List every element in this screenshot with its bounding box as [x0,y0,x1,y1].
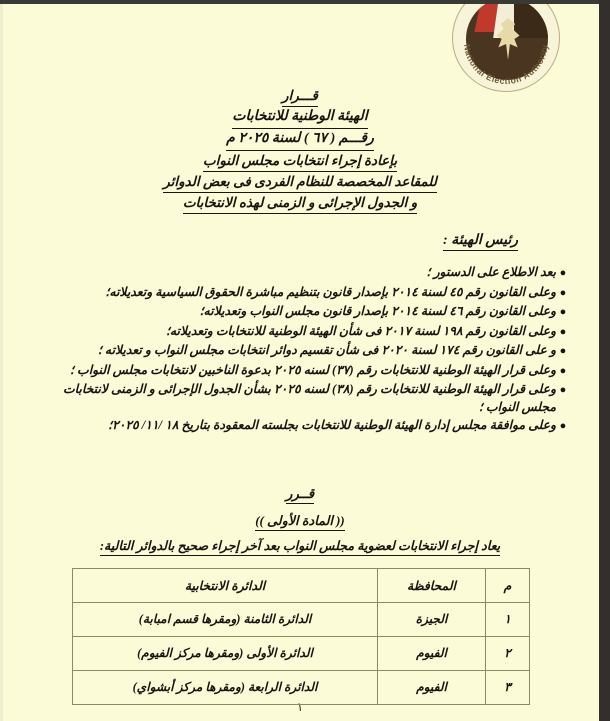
left-edge-margin [0,0,3,721]
cell-district: الدائرة الأولى (ومقرها مركز الفيوم) [73,637,378,671]
cell-index: ١ [486,603,530,637]
cell-index: ٣ [486,671,530,705]
column-header-index: م [486,569,530,603]
president-heading [443,232,518,251]
title-decision-word-text: قـــرار [282,86,318,107]
cell-governorate: الفيوم [378,671,486,705]
list-item-text: وعلى قرار الهيئة الوطنية للانتخابات رقم (٣٨) لسنه ٢٠٢٥ بشأن الجدول الإجرائى و الزمنى لانتخابات مجلس النواب ؛ [62,382,556,414]
cell-governorate: الفيوم [378,637,486,671]
seal-arc-text [452,0,560,92]
list-item-text: وعلى القانون رقم ٤٦ لسنة ٢٠١٤ بإصدار قانون مجلس النواب وتعديلاته؛ [199,304,556,318]
list-item [48,303,570,322]
bullet-dot-icon: ● [559,286,567,299]
districts-table [72,568,530,705]
table-row [73,637,530,671]
list-item-text: وعلى قرار الهيئة الوطنية للانتخابات رقم (٣٧) لسنه ٢٠٢٥ بدعوة الناخبين لانتخابات مجلس النواب ؛ [70,362,556,377]
list-item [48,381,570,416]
column-header-district: الدائرة الانتخابية [73,569,378,603]
list-item [48,284,570,303]
list-item-text: بعد الاطلاع على الدستور ؛ [426,265,556,279]
list-item [48,342,570,361]
list-item [48,362,570,381]
list-item [48,323,570,342]
bullet-dot-icon: ● [559,345,567,357]
national-election-authority-seal-icon [452,0,560,92]
bullet-dot-icon: ● [559,306,567,318]
preamble-list [48,264,570,437]
decision-verb-text: قــرر [286,486,314,504]
article-body-text: يعاد إجراء الانتخابات لعضوية مجلس النواب بعد آخر إجراء صحيح بالدوائر التالية: [100,538,500,556]
bullet-dot-icon: ● [559,364,567,377]
title-number-text: رقـــم ( ٦٧ ) لسنة ٢٠٢٥ م [226,129,374,151]
list-item-text: وعلى القانون رقم ٤٥ لسنة ٢٠١٤ بإصدار قانون بتنظيم مباشرة الحقوق السياسية وتعديلاته؛ [105,284,556,299]
list-item [48,417,570,436]
list-item [48,264,570,283]
cell-governorate: الجيزة [378,603,486,637]
article-body [0,538,600,556]
decision-verb [0,486,600,504]
title-authority-text: الهيئة الوطنية للانتخابات [232,107,367,129]
bullet-dot-icon: ● [559,267,567,279]
title-subject-3-text: و الجدول الإجرائى و الزمنى لهذه الانتخابات [183,193,417,214]
districts-table-wrapper [72,568,530,705]
bullet-dot-icon: ● [559,420,567,433]
list-item-text: و على القانون رقم ١٧٤ لسنة ٢٠٢٠ فى شأن تقسيم دوائر انتخابات مجلس النواب و تعديلاته ؛ [97,343,556,357]
article-heading-text: (( المادة الأولى )) [255,514,344,531]
title-number-line [0,129,600,151]
top-edge-band [0,0,610,4]
cell-district: الدائرة الرابعة (ومقرها مركز أبشواي) [73,671,378,705]
title-subject-1-text: بإعادة إجراء انتخابات مجلس النواب [203,151,397,172]
cell-district: الدائرة الثامنة (ومقرها قسم امبابة) [73,603,378,637]
title-subject-2 [0,172,600,193]
title-subject-3 [0,193,600,214]
title-authority [0,107,600,129]
article-heading [0,514,600,531]
list-item-text: وعلى القانون رقم ١٩٨ لسنة ٢٠١٧ فى شأن الهيئة الوطنية للانتخابات وتعديلاته؛ [165,323,556,338]
page-number: ١ [296,700,304,714]
bullet-dot-icon: ● [559,384,567,396]
cell-index: ٢ [486,637,530,671]
right-edge-band [599,0,610,721]
table-row [73,603,530,637]
list-item-text: وعلى موافقة مجلس إدارة الهيئة الوطنية للانتخابات بجلسته المعقودة بتاريخ ١٨ /١١/ ٢٠٢٥؛ [108,418,556,433]
seal-arc-label: National Election Authority [461,43,550,87]
table-header-row [73,569,530,603]
table-row [73,671,530,705]
column-header-governorate: المحافظة [378,569,486,603]
title-subject-2-text: للمقاعد المخصصة للنظام الفردى فى بعض الدوائر [163,172,437,193]
president-heading-text: رئيس الهيئة : [443,232,518,251]
title-subject-1 [0,151,600,172]
document-title-block [0,86,600,214]
bullet-dot-icon: ● [559,325,567,338]
